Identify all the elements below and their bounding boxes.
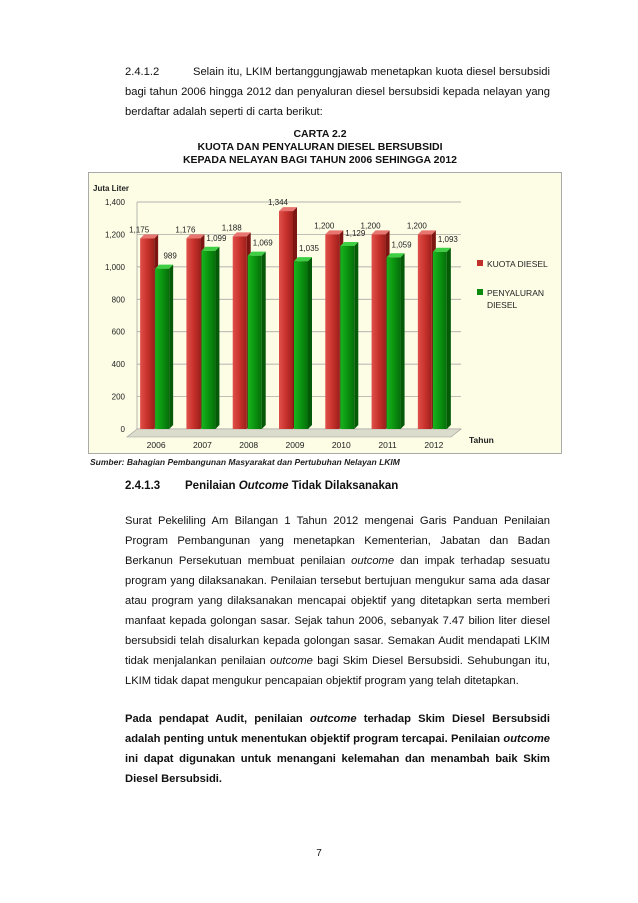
y-tick-label: 1,400 xyxy=(104,198,125,207)
heading-text-1: Penilaian xyxy=(185,480,239,492)
para3-text-1: Pada pendapat Audit, penilaian xyxy=(125,713,310,725)
chart-container xyxy=(88,172,562,454)
data-label: 1,188 xyxy=(221,223,242,233)
paragraph-surat-pekeliling xyxy=(125,511,550,691)
bar-side xyxy=(169,265,173,429)
data-label: 1,093 xyxy=(437,234,458,244)
y-tick-label: 600 xyxy=(111,327,125,337)
chart-floor xyxy=(127,429,461,437)
data-label: 1,069 xyxy=(252,238,273,248)
x-tick-label: 2007 xyxy=(192,440,212,450)
data-label: 1,099 xyxy=(206,233,227,243)
para2-italic-1: outcome xyxy=(351,555,395,567)
x-tick-label: 2010 xyxy=(331,440,351,450)
bar-penyaluran-2008 xyxy=(248,256,262,429)
heading-number: 2.4.1.3 xyxy=(125,480,161,492)
bar-side xyxy=(308,257,312,429)
chart-legend xyxy=(477,259,548,310)
y-tick-label: 1,200 xyxy=(104,230,125,240)
para2-text-2: dan impak terhadap sesuatu program yang dilaksanakan. Penilaian tersebut bertujuan mengukur sama ada dasar atau program yang dilaksanakan mencapai objektif yang ditetapkan serta memberi manfaat kepada golongan sasar. Sejak tahun 2006, sebanyak 7.47 bilion liter diesel bersubsidi telah disalurkan kepada golongan sasar. Semakan Audit mendapati LKIM tidak menjalankan penilaian xyxy=(125,555,550,667)
bar-kuota-2012 xyxy=(418,234,432,429)
data-label: 1,344 xyxy=(267,198,289,208)
data-label: 1,200 xyxy=(406,221,427,231)
data-label: 1,129 xyxy=(345,228,366,238)
section-heading-2-4-1-3 xyxy=(125,480,398,492)
data-label: 1,175 xyxy=(129,225,150,235)
y-tick-label: 400 xyxy=(111,360,125,370)
para3-text-3: ini dapat digunakan untuk menangani kelemahan dan menambah baik Skim Diesel Bersubsidi. xyxy=(125,753,550,785)
page-number: 7 xyxy=(316,848,322,859)
data-label: 1,200 xyxy=(314,221,335,231)
data-label: 1,059 xyxy=(391,240,412,250)
y-tick-label: 1,000 xyxy=(104,262,125,272)
bar-penyaluran-2012 xyxy=(433,252,447,429)
y-axis-label: Juta Liter xyxy=(93,184,130,193)
bar-penyaluran-2010 xyxy=(340,246,354,429)
paragraph-text: Selain itu, LKIM bertanggungjawab menetapkan kuota diesel bersubsidi bagi tahun 2006 hingga 2012 dan penyaluran diesel bersubsidi kepada nelayan yang berdaftar adalah seperti di carta berikut: xyxy=(125,66,550,118)
chart-caption-number: CARTA 2.2 xyxy=(293,128,347,140)
y-tick-label: 800 xyxy=(111,295,125,305)
legend-label-kuota: KUOTA DIESEL xyxy=(487,259,548,269)
bar-side xyxy=(354,242,358,429)
paragraph-2-4-1-2 xyxy=(125,62,550,122)
data-label: 1,035 xyxy=(298,244,320,254)
heading-text-italic: Outcome xyxy=(238,480,289,492)
para2-text-3: bagi Skim Diesel Bersubsidi. Sehubungan itu, LKIM tidak dapat mengukur pencapaian objektif program yang telah ditetapkan. xyxy=(125,655,550,687)
legend-swatch-kuota xyxy=(477,260,483,266)
y-tick-label: 0 xyxy=(120,425,125,434)
bar-kuota-2009 xyxy=(279,211,293,429)
bar-side xyxy=(215,247,219,429)
paragraph-pendapat-audit xyxy=(125,709,550,789)
legend-label-penyaluran: PENYALURAN DIESEL xyxy=(487,288,544,310)
bar-chart xyxy=(89,173,561,453)
bar-kuota-2011 xyxy=(372,234,386,429)
bar-kuota-2010 xyxy=(325,234,339,429)
bar-kuota-2007 xyxy=(186,238,200,429)
chart-caption-subtitle: KEPADA NELAYAN BAGI TAHUN 2006 SEHINGGA 2012 xyxy=(182,154,458,166)
para2-text-1: Surat Pekeliling Am Bilangan 1 Tahun 2012 mengenai Garis Panduan Penilaian Program Pembangunan yang menetapkan Kementerian, Jabatan dan Badan Berkanun Persekutuan membuat penilaian xyxy=(125,515,550,567)
data-label: 989 xyxy=(163,251,177,261)
bar-side xyxy=(401,253,405,429)
data-label: 1,200 xyxy=(360,221,381,231)
bar-kuota-2006 xyxy=(140,238,154,429)
para2-italic-2: outcome xyxy=(269,655,313,667)
x-tick-label: 2009 xyxy=(285,440,305,450)
heading-text-2: Tidak Dilaksanakan xyxy=(288,480,399,492)
bar-kuota-2008 xyxy=(233,236,247,429)
data-label: 1,176 xyxy=(175,225,196,235)
bar-penyaluran-2006 xyxy=(155,269,169,429)
y-tick-label: 200 xyxy=(111,392,125,402)
chart-caption xyxy=(90,128,550,167)
bar-side xyxy=(262,252,266,429)
para3-italic-1: outcome xyxy=(309,713,357,725)
chart-source: Sumber: Bahagian Pembangunan Masyarakat dan Pertubuhan Nelayan LKIM xyxy=(90,457,400,467)
chart-caption-title: KUOTA DAN PENYALURAN DIESEL BERSUBSIDI xyxy=(197,141,443,153)
bar-side xyxy=(447,248,451,429)
x-tick-label: 2012 xyxy=(424,440,444,450)
x-tick-label: 2011 xyxy=(378,440,397,450)
x-tick-label: 2008 xyxy=(239,440,259,450)
bar-penyaluran-2009 xyxy=(294,261,308,429)
x-tick-label: 2006 xyxy=(146,440,166,450)
bar-penyaluran-2007 xyxy=(201,251,215,429)
paragraph-number: 2.4.1.2 xyxy=(125,66,160,78)
bar-penyaluran-2011 xyxy=(387,257,401,429)
legend-swatch-penyaluran xyxy=(477,289,483,295)
x-axis-label: Tahun xyxy=(469,435,494,445)
para3-italic-2: outcome xyxy=(503,733,550,745)
para3-text-2: terhadap Skim Diesel Bersubsidi adalah penting untuk menentukan objektif program tercapai. Penilaian xyxy=(125,713,550,745)
